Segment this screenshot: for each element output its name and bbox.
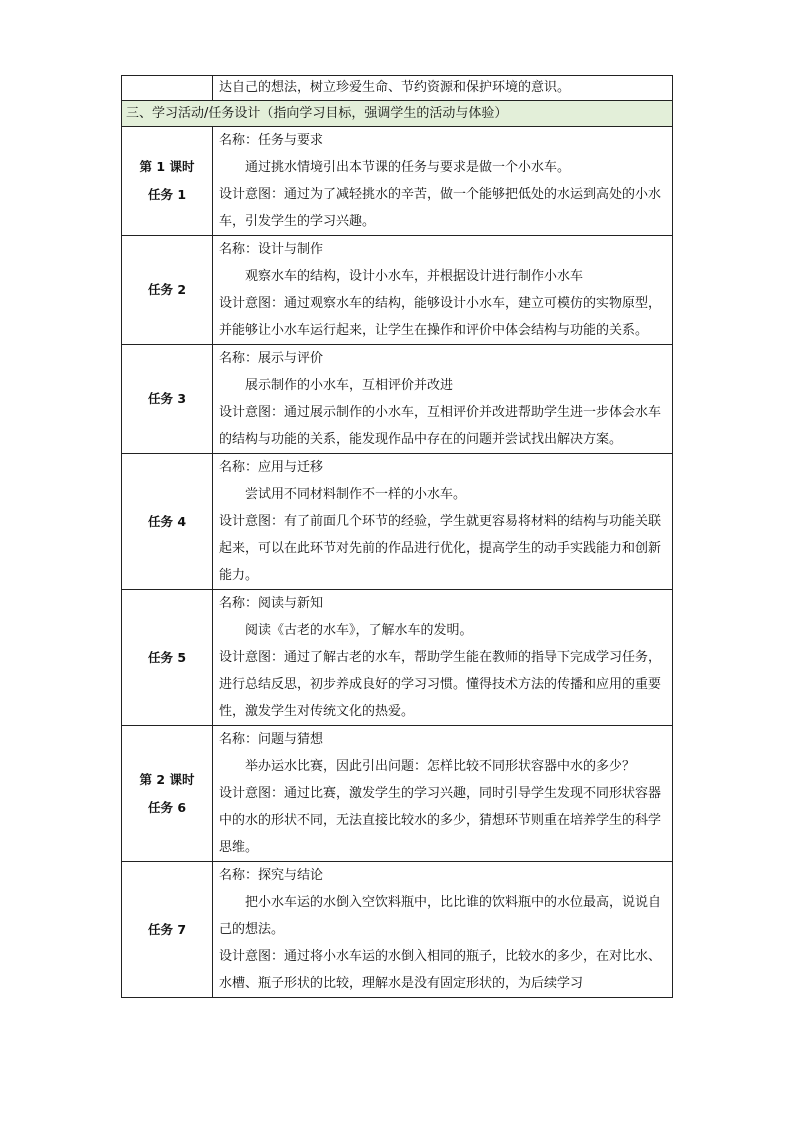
lesson-label: 第 1 课时: [139, 159, 195, 174]
task-content-cell: [213, 345, 673, 454]
task-intent: 设计意图：通过将小水车运的水倒入相同的瓶子，比较水的多少，在对比水、水槽、瓶子形状的比较，理解水是没有固定形状的，为后续学习: [219, 949, 662, 991]
task-label: 任务 2: [147, 282, 187, 297]
task-label-cell: [122, 726, 213, 862]
task-row: [122, 590, 673, 726]
task-content-cell: [213, 454, 673, 590]
task-label: 任务 3: [147, 391, 187, 406]
task-intent: 设计意图：通过比赛，激发学生的学习兴趣，同时引导学生发现不同形状容器中的水的形状不同，无法直接比较水的多少，猜想环节则重在培养学生的科学思维。: [219, 786, 662, 855]
task-description: 展示制作的小水车，互相评价并改进: [245, 378, 454, 393]
task-label: 任务 7: [147, 921, 187, 937]
task-content-cell: [213, 726, 673, 862]
table-row: [122, 76, 673, 101]
task-label: 任务 1: [147, 187, 187, 202]
task-description: 举办运水比赛，因此引出问题：怎样比较不同形状容器中水的多少？: [245, 759, 636, 774]
lesson-label: 第 2 课时: [139, 771, 195, 787]
lesson-plan-table: [121, 75, 673, 998]
section-header: 三、学习活动/任务设计（指向学习目标，强调学生的活动与体验）: [122, 101, 673, 127]
task-content-cell: [213, 862, 673, 998]
task-description: 尝试用不同材料制作不一样的小水车。: [245, 487, 467, 502]
task-name: 名称：设计与制作: [219, 242, 324, 257]
task-label-cell: [122, 236, 213, 345]
task-name: 名称：探究与结论: [219, 868, 324, 883]
task-name: 名称：问题与猜想: [219, 732, 324, 747]
task-intent: 设计意图：通过展示制作的小水车，互相评价并改进帮助学生进一步体会水车的结构与功能的关系，能发现作品中存在的问题并尝试找出解决方案。: [219, 405, 662, 447]
table-row: [122, 101, 673, 127]
task-label: 任务 6: [147, 799, 187, 815]
task-description: 观察水车的结构，设计小水车，并根据设计进行制作小水车: [245, 269, 584, 284]
task-intent: 设计意图：有了前面几个环节的经验，学生就更容易将材料的结构与功能关联起来，可以在此环节对先前的作品进行优化，提高学生的动手实践能力和创新能力。: [219, 514, 662, 583]
task-description: 把小水车运的水倒入空饮料瓶中，比比谁的饮料瓶中的水位最高，说说自己的想法。: [219, 895, 662, 937]
task-content-cell: [213, 590, 673, 726]
task-content-cell: [213, 236, 673, 345]
task-label-cell: [122, 127, 213, 236]
task-label: 任务 5: [147, 649, 187, 665]
task-intent: 设计意图：通过为了减轻挑水的辛苦，做一个能够把低处的水运到高处的小水车，引发学生的学习兴趣。: [219, 187, 662, 229]
task-name: 名称：阅读与新知: [219, 596, 324, 611]
task-label-cell: [122, 590, 213, 726]
task-row: [122, 726, 673, 862]
task-row: [122, 454, 673, 590]
task-description: 通过挑水情境引出本节课的任务与要求是做一个小水车。: [245, 160, 571, 175]
task-description: 阅读《古老的水车》，了解水车的发明。: [245, 623, 473, 638]
task-intent: 设计意图：通过观察水车的结构，能够设计小水车，建立可模仿的实物原型，并能够让小水车运行起来，让学生在操作和评价中体会结构与功能的关系。: [219, 296, 662, 338]
task-row: [122, 345, 673, 454]
task-row: [122, 862, 673, 998]
top-row-text: 达自己的想法，树立珍爱生命、节约资源和保护环境的意识。: [213, 76, 673, 101]
task-label-cell: [122, 862, 213, 998]
task-content-cell: [213, 127, 673, 236]
task-label-cell: [122, 454, 213, 590]
task-name: 名称：应用与迁移: [219, 460, 324, 475]
task-row: [122, 236, 673, 345]
task-row: [122, 127, 673, 236]
empty-cell: [122, 76, 213, 101]
task-label: 任务 4: [147, 513, 187, 529]
task-label-cell: [122, 345, 213, 454]
task-intent: 设计意图：通过了解古老的水车，帮助学生能在教师的指导下完成学习任务，进行总结反思，初步养成良好的学习习惯。懂得技术方法的传播和应用的重要性，激发学生对传统文化的热爱。: [219, 650, 662, 719]
document-page: [121, 75, 673, 998]
task-name: 名称：任务与要求: [219, 133, 324, 148]
task-name: 名称：展示与评价: [219, 351, 324, 366]
